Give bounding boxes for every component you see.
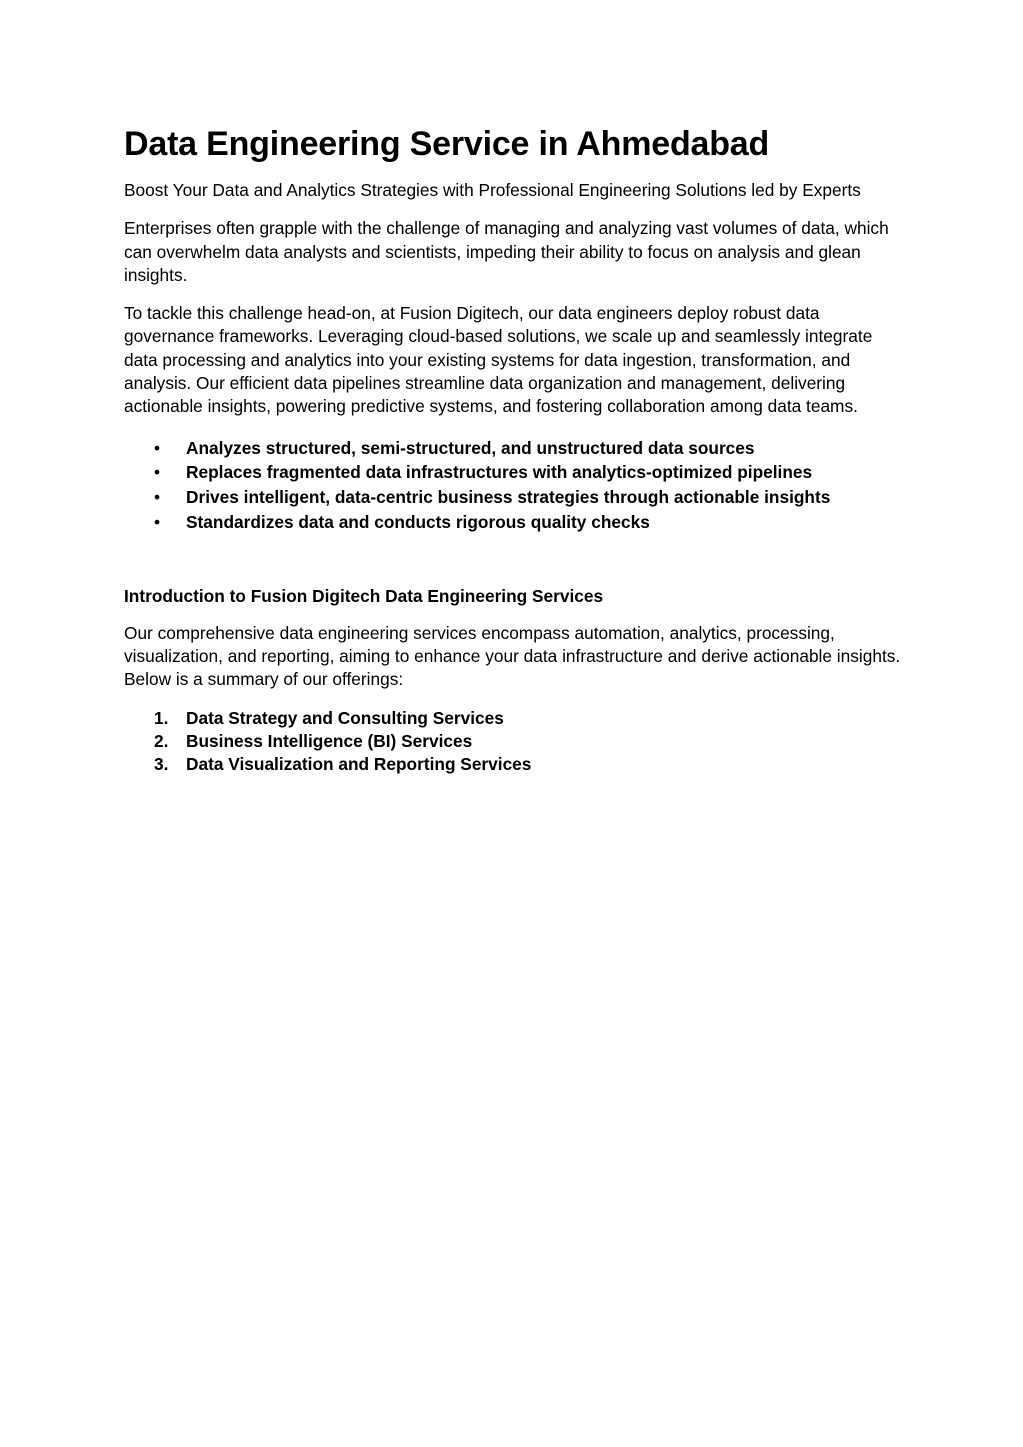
- section-heading: Introduction to Fusion Digitech Data Engineering Services: [124, 585, 604, 606]
- bullet-icon: •: [154, 462, 161, 483]
- feature-bullet-list: [124, 436, 904, 535]
- intro-paragraph: Enterprises often grapple with the challenge of managing and analyzing vast volumes of data, which can overwhelm data analysts and scientists, impeding their ability to focus on analysis and glean insights.: [124, 218, 889, 285]
- bullet-icon: •: [154, 512, 161, 533]
- list-number: 3.: [154, 754, 169, 775]
- bullet-icon: •: [154, 487, 161, 508]
- list-item: [124, 436, 904, 461]
- list-item: [124, 510, 904, 535]
- offerings-list: [124, 707, 904, 777]
- approach-paragraph: To tackle this challenge head-on, at Fusion Digitech, our data engineers deploy robust data governance frameworks. Leveraging cloud-based solutions, we scale up and seamlessly integrate data processing and analytics into your existing systems for data ingestion, transformation, and analysis. Our efficient data pipelines streamline data organization and management, delivering actionable insights, powering predictive systems, and fostering collaboration among data teams.: [124, 303, 873, 417]
- bullet-text: Analyzes structured, semi-structured, and unstructured data sources: [186, 437, 755, 458]
- page-title: Data Engineering Service in Ahmedabad: [124, 125, 770, 163]
- section-paragraph: Our comprehensive data engineering services encompass automation, analytics, processing, visualization, and reporting, aiming to enhance your data infrastructure and derive actionable insights. Below is a summary of our offerings:: [124, 622, 901, 690]
- bullet-text: Replaces fragmented data infrastructures with analytics-optimized pipelines: [186, 462, 813, 483]
- list-item: [124, 460, 904, 485]
- offering-label: Data Visualization and Reporting Services: [186, 754, 532, 775]
- list-number: 1.: [154, 707, 169, 728]
- offering-label: Data Strategy and Consulting Services: [186, 707, 504, 728]
- bullet-text: Drives intelligent, data-centric business strategies through actionable insights: [186, 487, 831, 508]
- bullet-icon: •: [154, 437, 161, 458]
- document-body: [124, 120, 904, 777]
- list-item: [124, 707, 904, 730]
- list-item: [124, 485, 904, 510]
- list-item: [124, 730, 904, 753]
- offering-label: Business Intelligence (BI) Services: [186, 731, 473, 752]
- list-number: 2.: [154, 731, 169, 752]
- bullet-text: Standardizes data and conducts rigorous quality checks: [186, 512, 650, 533]
- page-subtitle: Boost Your Data and Analytics Strategies with Professional Engineering Solutions led by Experts: [124, 180, 861, 200]
- list-item: [124, 753, 904, 776]
